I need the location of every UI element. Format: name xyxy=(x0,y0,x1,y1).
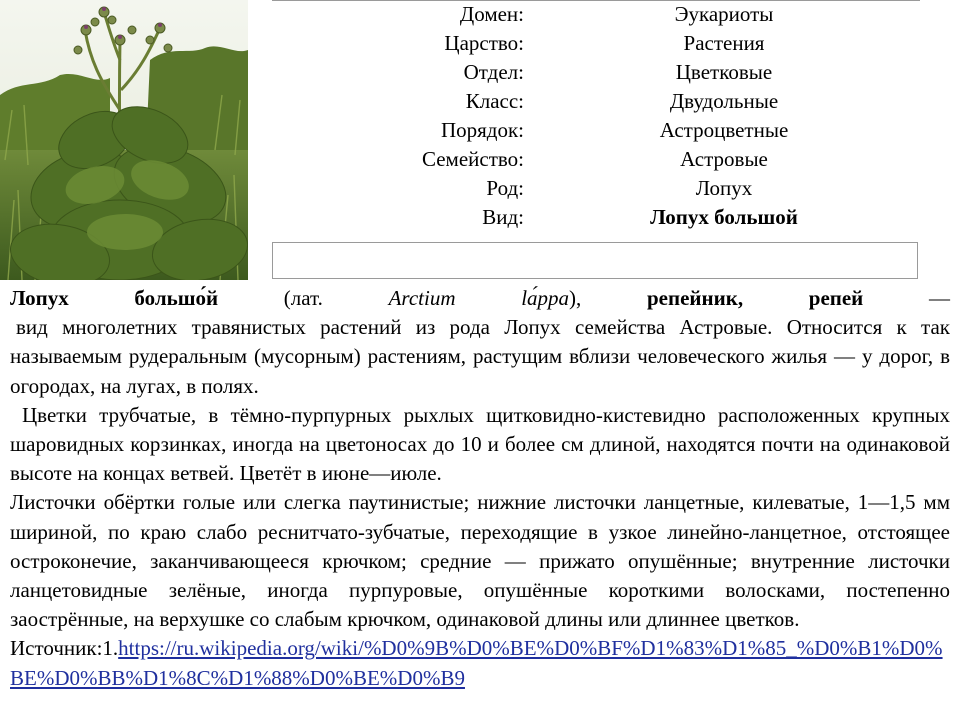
taxonomy-rank: Порядок: xyxy=(440,118,524,142)
taxonomy-rank: Семейство: xyxy=(421,147,524,171)
latin-suffix: ), xyxy=(569,286,582,310)
taxonomy-row-kingdom xyxy=(272,29,920,58)
name-separator: , xyxy=(737,286,744,310)
taxonomy-rank: Вид: xyxy=(482,205,524,229)
common-name-1: репейник xyxy=(646,286,738,310)
latin-name: Arctium lа́ppa xyxy=(388,286,570,310)
taxonomy-value: Растения xyxy=(683,31,765,55)
taxonomy-rank: Царство: xyxy=(444,31,524,55)
source-label: Источник:1. xyxy=(10,636,119,661)
common-name-2: репей xyxy=(808,286,864,310)
taxonomy-value: Астроцветные xyxy=(659,118,789,142)
intro-paragraph: вид многолетних травянистых растений из рода Лопух семейства Астровые. Относится к так называемым рудеральным (мусорным) растениям, растущим вблизи человеческого жилья — у дорог, в огородах, на лугах, в полях. xyxy=(10,315,950,398)
taxonomy-row-family xyxy=(272,145,920,174)
flowers-paragraph: Цветки трубчатые, в тёмно-пурпурных рыхлых щитковидно-кистевидно расположенных крупных шаровидных корзинках, иногда на цветоносах до 10 и более см длиной, находятся почти на одинаковой высоте на концах ветвей. Цветёт в июне—июле. xyxy=(10,402,950,486)
taxonomy-value-species: Лопух большой xyxy=(650,205,798,229)
taxonomy-rank: Класс: xyxy=(465,89,524,113)
taxonomy-row-domain xyxy=(272,0,920,29)
source-line xyxy=(10,634,950,692)
taxonomy-value: Двудольные xyxy=(669,89,779,113)
species-name: Лопух большо́й xyxy=(10,286,219,310)
article-heading-line xyxy=(10,284,950,313)
taxonomy-row-order xyxy=(272,116,920,145)
article-body xyxy=(10,284,950,693)
involucre-paragraph: Листочки обёртки голые или слегка паутинистые; нижние листочки ланцетные, килеватые, 1—1,5 мм шириной, по краю слабо реснитчато-зубчатые, переходящие в узкое линейно-ланцетное, отстоящее остроконечие, заканчивающееся крючком; средние — прижато опушённые; внутренние листочки ланцетовидные зелёные, иногда пурпуровые, опушённые короткими волосками, постепенно заострённые, на верхушке со слабым крючком, одинаковой длины или длиннее цветков. xyxy=(10,490,950,632)
taxonomy-value: Лопух xyxy=(695,176,753,200)
taxonomy-rank: Отдел: xyxy=(463,60,524,84)
taxonomy-rank: Род: xyxy=(486,176,524,200)
taxonomy-row-species xyxy=(272,203,920,232)
taxonomy-rank: Домен: xyxy=(459,2,524,26)
taxonomy-table xyxy=(272,0,920,282)
title-dash: — xyxy=(929,286,950,310)
taxonomy-value: Астровые xyxy=(680,147,768,171)
taxonomy-value: Эукариоты xyxy=(674,2,774,26)
taxonomy-value: Цветковые xyxy=(675,60,773,84)
source-link[interactable]: https://ru.wikipedia.org/wiki/%D0%9B%D0%BE%D0%BF%D1%83%D1%85_%D0%B1%D0%BE%D0%BB%D1%8C%D1%88%D0%BE%D0%B9 xyxy=(10,636,943,690)
burdock-photo xyxy=(0,0,248,280)
taxonomy-row-division xyxy=(272,58,920,87)
taxonomy-row-genus xyxy=(272,174,920,203)
latin-prefix: (лат. xyxy=(283,286,323,310)
empty-table-cell xyxy=(272,242,918,279)
taxonomy-row-class xyxy=(272,87,920,116)
